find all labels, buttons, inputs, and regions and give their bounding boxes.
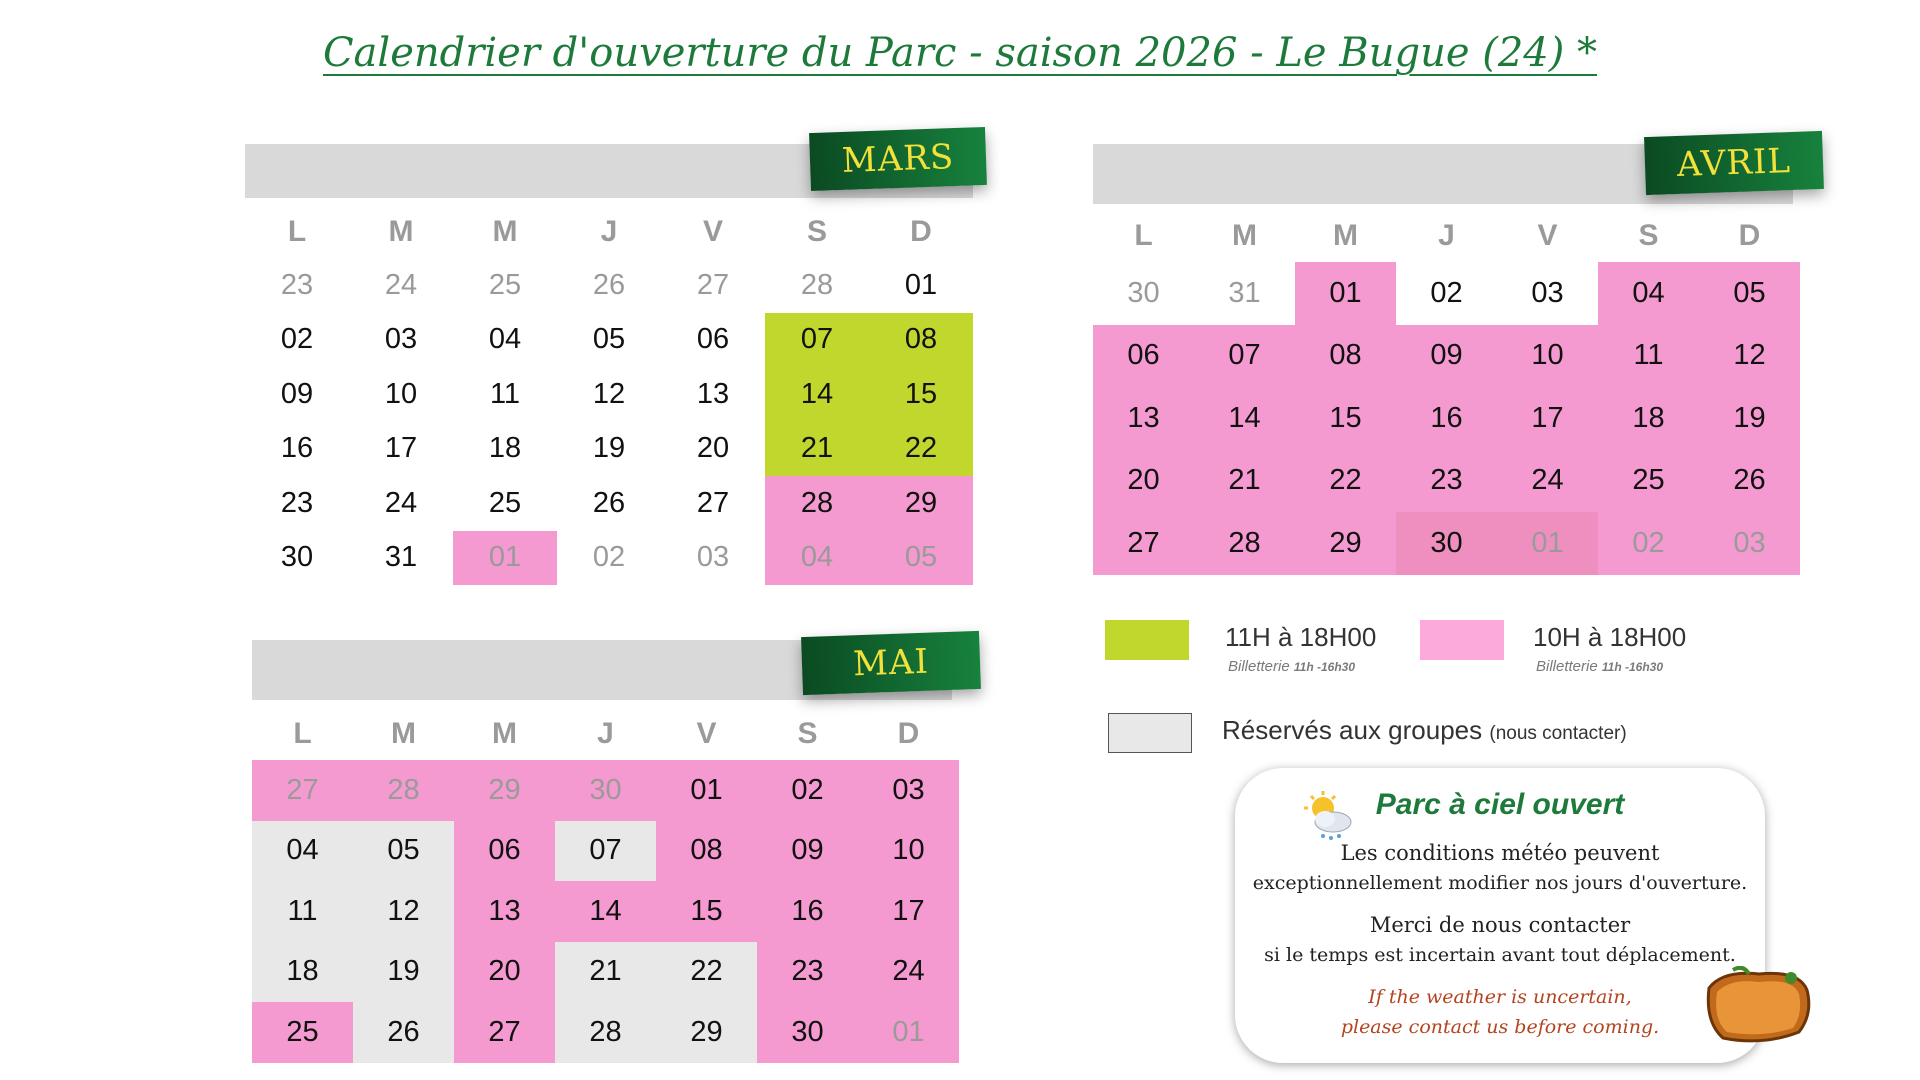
day-cell: 08 [869, 313, 973, 368]
day-cell: 20 [454, 942, 555, 1003]
day-cell: 31 [384, 541, 418, 574]
info-line-1: Les conditions météo peuvent [1340, 841, 1660, 865]
calendar-mai [252, 628, 977, 1060]
legend-groups [1222, 715, 1627, 746]
day-cell: 30 [1127, 276, 1160, 309]
day-cell: 03 [858, 760, 959, 821]
day-cell: 21 [1194, 450, 1295, 513]
day-cell: 02 [1430, 276, 1463, 309]
day-cell: 19 [353, 942, 454, 1003]
legend-pink-ticket-hours: 11h -16h30 [1601, 660, 1664, 674]
month-badge-mars: MARS [809, 127, 987, 191]
day-cell: 11 [489, 377, 521, 410]
day-cell: 21 [555, 942, 656, 1003]
day-cell: 26 [353, 1002, 454, 1063]
day-cell: 16 [280, 432, 314, 465]
day-cell: 03 [1531, 276, 1564, 309]
month-badge-mai: MAI [801, 631, 981, 695]
day-cell: 15 [869, 367, 973, 422]
day-cell: 15 [656, 881, 757, 942]
day-cell: 08 [1295, 325, 1396, 388]
info-line-4: si le temps est incertain avant tout déplacement. [1264, 944, 1736, 966]
day-cell: 01 [1295, 262, 1396, 325]
day-cell: 20 [1093, 450, 1194, 513]
day-cell: 19 [592, 432, 626, 465]
day-cell: 24 [384, 268, 418, 301]
day-cell: 27 [1093, 512, 1194, 575]
day-cell: 02 [757, 760, 858, 821]
info-english-1: If the weather is uncertain, [1368, 986, 1632, 1008]
day-cell: 15 [1295, 387, 1396, 450]
day-cell: 20 [696, 432, 730, 465]
weekday-header: S [797, 717, 818, 750]
day-cell: 01 [904, 268, 938, 301]
day-cell: 05 [353, 821, 454, 882]
day-cell: 30 [555, 760, 656, 821]
day-cell: 17 [858, 881, 959, 942]
day-cell: 09 [280, 377, 314, 410]
day-cell: 11 [1598, 325, 1699, 388]
day-cell: 06 [1093, 325, 1194, 388]
day-cell: 29 [454, 760, 555, 821]
weekday-header: L [293, 717, 312, 750]
day-cell: 16 [757, 881, 858, 942]
day-cell: 23 [280, 268, 314, 301]
day-cell: 06 [696, 323, 730, 356]
day-cell: 13 [696, 377, 730, 410]
day-cell: 29 [869, 476, 973, 531]
weekday-header: M [1232, 219, 1257, 252]
bois-des-lutins-logo [1703, 966, 1813, 1046]
weekday-header: M [492, 717, 517, 750]
day-cell: 02 [592, 541, 626, 574]
weekday-header: V [696, 717, 717, 750]
legend-pink-hours: 10H à 18H00 [1533, 622, 1687, 652]
day-cell: 04 [488, 323, 522, 356]
day-cell: 27 [696, 486, 730, 519]
day-cell: 03 [1699, 512, 1800, 575]
day-cell: 30 [757, 1002, 858, 1063]
day-cell: 28 [555, 1002, 656, 1063]
day-cell: 28 [353, 760, 454, 821]
legend-green-hours: 11H à 18H00 [1225, 622, 1377, 652]
weekday-header: J [600, 215, 618, 248]
weekday-header: J [597, 717, 614, 750]
day-cell: 14 [765, 367, 869, 422]
weekday-header: D [1738, 219, 1761, 252]
day-cell: 04 [252, 821, 353, 882]
day-cell: 03 [696, 541, 730, 574]
day-cell: 25 [252, 1002, 353, 1063]
day-cell: 09 [1396, 325, 1497, 388]
day-cell: 06 [454, 821, 555, 882]
day-cell: 25 [1598, 450, 1699, 513]
day-cell: 10 [1497, 325, 1598, 388]
day-cell: 14 [1194, 387, 1295, 450]
month-badge-avril: AVRIL [1644, 131, 1824, 195]
calendar-grid [1093, 210, 1800, 575]
day-cell: 04 [765, 531, 869, 586]
legend-green-ticket-hours: 11h -16h30 [1293, 660, 1356, 674]
day-cell: 27 [252, 760, 353, 821]
day-cell: 16 [1396, 387, 1497, 450]
day-cell: 04 [1598, 262, 1699, 325]
day-cell: 12 [353, 881, 454, 942]
day-cell: 09 [757, 821, 858, 882]
day-cell: 28 [765, 476, 869, 531]
day-cell: 02 [280, 323, 314, 356]
day-cell: 05 [592, 323, 626, 356]
weekday-header: L [1134, 219, 1153, 252]
day-cell: 01 [1497, 512, 1598, 575]
legend-pink-ticket-label: Billetterie [1536, 658, 1598, 675]
weekday-header: V [1537, 219, 1558, 252]
day-cell: 23 [280, 486, 314, 519]
day-cell: 28 [800, 268, 834, 301]
legend-groups-note: (nous contacter) [1489, 723, 1627, 744]
weather-info-box [1235, 768, 1765, 1063]
day-cell: 08 [656, 821, 757, 882]
day-cell: 01 [858, 1002, 959, 1063]
day-cell: 01 [453, 531, 557, 586]
day-cell: 01 [656, 760, 757, 821]
weekday-header: L [287, 215, 307, 248]
day-cell: 17 [1497, 387, 1598, 450]
day-cell: 28 [1194, 512, 1295, 575]
calendar-grid [252, 708, 959, 1063]
weekday-header: D [897, 717, 920, 750]
day-cell: 27 [696, 268, 730, 301]
legend-swatch-green [1105, 620, 1189, 660]
calendar-avril [1093, 130, 1801, 582]
day-cell: 31 [1228, 276, 1261, 309]
day-cell: 05 [869, 531, 973, 586]
weekday-header: J [1438, 219, 1455, 252]
calendar-mars [245, 126, 973, 582]
day-cell: 18 [488, 432, 522, 465]
legend-green-ticket-label: Billetterie [1228, 658, 1290, 675]
day-cell: 14 [555, 881, 656, 942]
calendar-grid [245, 206, 973, 585]
day-cell: 25 [488, 268, 522, 301]
legend-green-ticket [1228, 658, 1355, 675]
day-cell: 27 [454, 1002, 555, 1063]
day-cell: 18 [252, 942, 353, 1003]
day-cell: 25 [488, 486, 522, 519]
day-cell: 11 [252, 881, 353, 942]
day-cell: 12 [592, 377, 626, 410]
day-cell: 21 [765, 422, 869, 477]
day-cell: 26 [1699, 450, 1800, 513]
day-cell: 19 [1699, 387, 1800, 450]
info-title: Parc à ciel ouvert [1375, 788, 1625, 821]
day-cell: 30 [280, 541, 314, 574]
legend-swatch-pink [1420, 620, 1504, 660]
day-cell: 29 [656, 1002, 757, 1063]
day-cell: 07 [765, 313, 869, 368]
info-line-3: Merci de nous contacter [1369, 913, 1631, 937]
day-cell: 03 [384, 323, 418, 356]
info-line-2: exceptionnellement modifier nos jours d'ouverture. [1252, 872, 1748, 894]
legend-pink-ticket [1536, 658, 1663, 675]
day-cell: 24 [1497, 450, 1598, 513]
day-cell: 23 [757, 942, 858, 1003]
day-cell: 26 [592, 486, 626, 519]
page-title [0, 30, 1920, 76]
day-cell: 26 [592, 268, 626, 301]
day-cell: 07 [1194, 325, 1295, 388]
weekday-header: M [391, 717, 416, 750]
day-cell: 29 [1295, 512, 1396, 575]
weekday-header: S [1638, 219, 1659, 252]
page-title-text: Calendrier d'ouverture du Parc - saison 2026 - Le Bugue (24) * [322, 30, 1598, 76]
legend-groups-label: Réservés aux groupes [1222, 715, 1483, 745]
weekday-header: M [1333, 219, 1358, 252]
day-cell: 12 [1699, 325, 1800, 388]
day-cell: 13 [1093, 387, 1194, 450]
day-cell: 02 [1598, 512, 1699, 575]
day-cell: 07 [555, 821, 656, 882]
weekday-header: M [492, 215, 518, 248]
day-cell: 13 [454, 881, 555, 942]
day-cell: 22 [656, 942, 757, 1003]
day-cell: 24 [858, 942, 959, 1003]
weekday-header: M [388, 215, 414, 248]
day-cell: 22 [1295, 450, 1396, 513]
legend-swatch-gray [1108, 713, 1192, 753]
info-english-2: please contact us before coming. [1340, 1016, 1660, 1038]
day-cell: 10 [858, 821, 959, 882]
day-cell: 23 [1396, 450, 1497, 513]
day-cell: 18 [1598, 387, 1699, 450]
weekday-header: S [806, 215, 827, 248]
day-cell: 10 [384, 377, 418, 410]
day-cell: 05 [1699, 262, 1800, 325]
weekday-header: V [702, 215, 723, 248]
day-cell: 22 [869, 422, 973, 477]
day-cell: 24 [384, 486, 418, 519]
weekday-header: D [910, 215, 932, 248]
day-cell: 30 [1396, 512, 1497, 575]
day-cell: 17 [384, 432, 418, 465]
